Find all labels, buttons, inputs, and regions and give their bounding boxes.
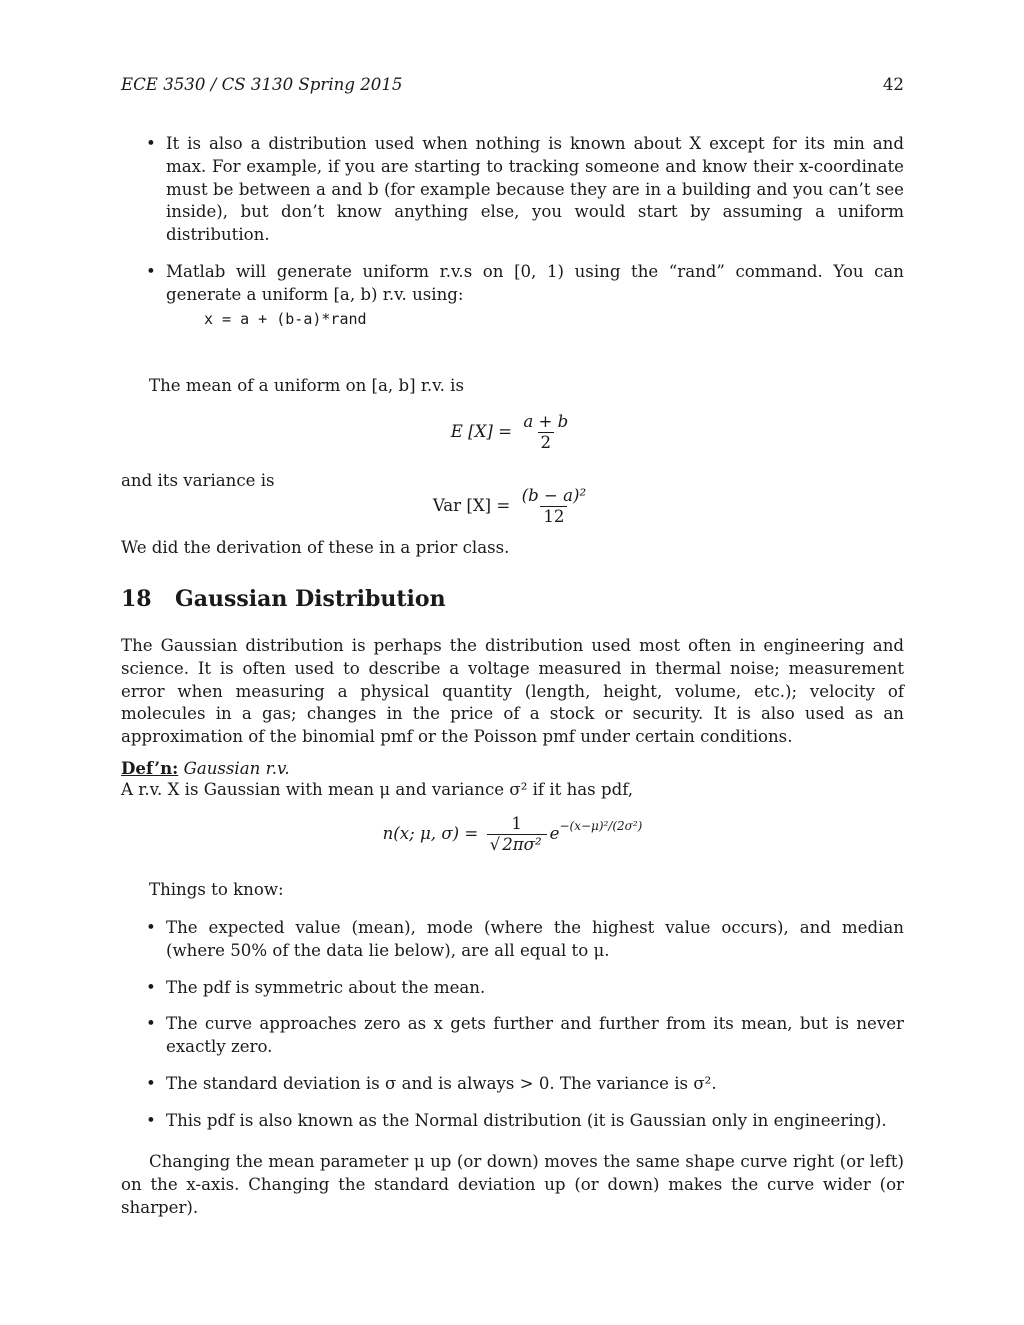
bullet-icon: • bbox=[146, 977, 156, 997]
list-item bbox=[121, 1110, 904, 1133]
list-item bbox=[121, 1073, 904, 1096]
list-item bbox=[121, 917, 904, 963]
bullet-text: The standard deviation is σ and is always > 0. The variance is σ². bbox=[166, 1073, 717, 1093]
list-item bbox=[121, 261, 904, 307]
pdf-numerator: 1 bbox=[511, 814, 522, 833]
pdf-denominator: √ 2πσ² bbox=[487, 834, 547, 855]
section-title: Gaussian Distribution bbox=[175, 586, 446, 612]
definition-text: A r.v. X is Gaussian with mean μ and variance σ² if it has pdf, bbox=[121, 780, 634, 799]
gaussian-facts-list bbox=[121, 917, 904, 1133]
bullet-icon: • bbox=[146, 1014, 156, 1034]
bullet-icon: • bbox=[146, 134, 156, 153]
list-item bbox=[121, 977, 904, 1000]
page-header bbox=[121, 74, 904, 97]
pdf-exponent: −(x−μ)²/(2σ²) bbox=[559, 819, 643, 833]
pdf-denominator-radicand: 2πσ² bbox=[502, 835, 542, 854]
definition-line bbox=[121, 757, 904, 781]
mean-lhs: E [X] = bbox=[450, 422, 513, 441]
variance-intro: and its variance is bbox=[121, 471, 275, 490]
page-number: 42 bbox=[882, 75, 904, 94]
bullet-icon: • bbox=[146, 261, 156, 281]
mean-fraction bbox=[520, 412, 571, 453]
derivation-note: We did the derivation of these in a prior class. bbox=[121, 538, 510, 557]
variance-lhs: Var [X] = bbox=[432, 496, 511, 515]
matlab-code: x = a + (b-a)*rand bbox=[204, 310, 367, 328]
bullet-icon: • bbox=[146, 1110, 156, 1130]
mean-intro: The mean of a uniform on [a, b] r.v. is bbox=[149, 376, 464, 395]
list-item bbox=[121, 133, 904, 247]
closing-paragraph: Changing the mean parameter μ up (or down) moves the same shape curve right (or left) on the x-axis. Changing the standard deviation up (or down) makes the curve wider (or sharper). bbox=[121, 1152, 904, 1217]
gaussian-intro: The Gaussian distribution is perhaps the distribution used most often in engineering and science. It is often used to describe a voltage measured in thermal noise; measurement error when measuring a physical quantity (length, height, volume, etc.); velocity of molecules in a gas; changes in the price of a stock or security. It is also used as an approximation of the binomial pmf or the Poisson pmf under certain conditions. bbox=[121, 636, 904, 747]
bullet-icon: • bbox=[146, 918, 156, 937]
mean-numerator: a + b bbox=[523, 412, 569, 431]
definition-label: Def’n: bbox=[121, 758, 179, 778]
bullet-text: This pdf is also known as the Normal distribution (it is Gaussian only in engineering). bbox=[166, 1110, 887, 1130]
variance-fraction bbox=[519, 486, 590, 527]
list-item bbox=[121, 1013, 904, 1059]
bullet-text: It is also a distribution used when nothing is known about X except for its min and max. For example, if you are starting to tracking someone and know their x-coordinate must be between a and b (for example because they are in a building and you can’t see inside), but don’t know anything else, you would start by assuming a uniform distribution. bbox=[166, 134, 904, 245]
bullet-text: The pdf is symmetric about the mean. bbox=[166, 977, 486, 997]
bullet-icon: • bbox=[146, 1073, 156, 1093]
variance-equation bbox=[121, 486, 904, 527]
pdf-e: e bbox=[549, 824, 560, 843]
gaussian-pdf-equation bbox=[121, 814, 904, 855]
pdf-fraction bbox=[487, 814, 547, 855]
bullet-text: The expected value (mean), mode (where the highest value occurs), and median (where 50% of the data lie below), are all equal to μ. bbox=[166, 918, 904, 960]
uniform-bullet-list bbox=[121, 133, 904, 307]
section-number: 18 bbox=[121, 586, 152, 612]
variance-denominator: 12 bbox=[540, 506, 567, 527]
pdf-lhs: n(x; μ, σ) = bbox=[382, 824, 479, 843]
mean-denominator: 2 bbox=[538, 432, 555, 453]
section-heading bbox=[121, 588, 446, 611]
things-to-know: Things to know: bbox=[149, 880, 284, 899]
bullet-text: The curve approaches zero as x gets further and further from its mean, but is never exactly zero. bbox=[166, 1014, 904, 1057]
mean-equation bbox=[121, 412, 904, 453]
variance-numerator: (b − a)² bbox=[521, 486, 587, 505]
bullet-text: Matlab will generate uniform r.v.s on [0, 1) using the “rand” command. You can generate a uniform [a, b) r.v. using: bbox=[166, 261, 904, 304]
course-title: ECE 3530 / CS 3130 Spring 2015 bbox=[121, 75, 403, 94]
definition-title: Gaussian r.v. bbox=[183, 759, 290, 778]
